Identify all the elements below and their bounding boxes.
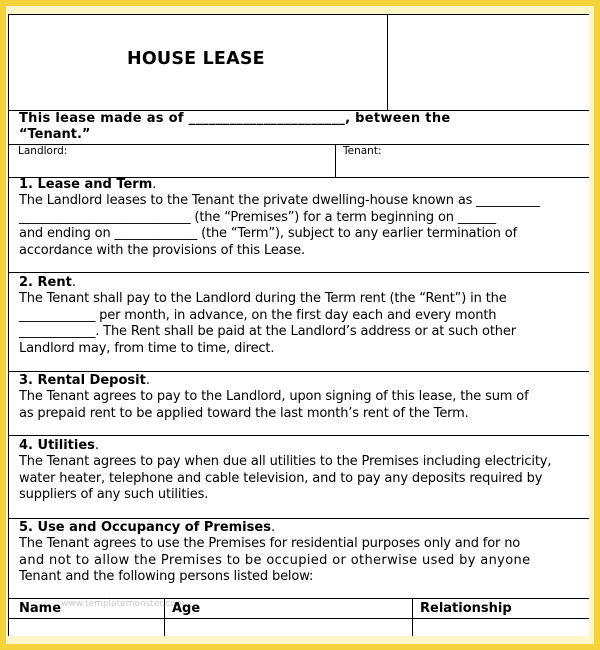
section-3-heading: 3. Rental Deposit. <box>19 373 150 388</box>
section-5-line-3: Tenant and the following persons listed below: <box>19 569 314 584</box>
section-1-line-3: and ending on _____________ (the “Term”), subject to any earlier termination of <box>19 226 518 241</box>
section-1-line-1: The Landlord leases to the Tenant the private dwelling-house known as __________ <box>19 193 540 208</box>
tenant-label: Tenant: <box>343 145 382 157</box>
section-5-line-1: The Tenant agrees to use the Premises for residential purposes only and for no <box>19 536 521 551</box>
section-2-line-1: The Tenant shall pay to the Landlord during the Term rent (the “Rent”) in the <box>19 291 507 306</box>
intro-text-line-2: “Tenant.” <box>19 127 91 142</box>
section-5-heading: 5. Use and Occupancy of Premises. <box>19 520 276 535</box>
occupant-table-row <box>9 619 589 636</box>
section-2-line-4: Landlord may, from time to time, direct. <box>19 341 275 356</box>
section-4-line-3: suppliers of any such utilities. <box>19 487 209 502</box>
intro-text-line-1: This lease made as of _______________________, between the <box>19 111 451 126</box>
header-row <box>9 15 589 111</box>
watermark-text: www.templatemonster.com <box>61 599 185 609</box>
occupant-table-divider-2 <box>412 599 413 636</box>
parties-row <box>9 145 589 178</box>
section-3-line-1: The Tenant agrees to pay to the Landlord, upon signing of this lease, the sum of <box>19 389 529 404</box>
document-title: HOUSE LEASE <box>127 49 265 69</box>
parties-divider <box>335 145 336 178</box>
section-2-line-2: ____________ per month, in advance, on the first day each and every month <box>19 308 497 323</box>
section-1-line-2: ___________________________ (the “Premises”) for a term beginning on ______ <box>19 210 496 225</box>
section-4-line-1: The Tenant agrees to pay when due all utilities to the Premises including electricity, <box>19 454 552 469</box>
column-header-relationship: Relationship <box>420 601 512 616</box>
section-2-line-3: ____________. The Rent shall be paid at the Landlord’s address or at such other <box>19 324 516 339</box>
lease-document <box>8 14 589 636</box>
section-1-heading: 1. Lease and Term. <box>19 177 157 192</box>
landlord-label: Landlord: <box>18 145 68 157</box>
section-4-line-2: water heater, telephone and cable television, and to pay any deposits required by <box>19 471 543 486</box>
column-header-name: Name <box>19 601 62 616</box>
column-header-age: Age <box>172 601 201 616</box>
header-divider <box>387 15 388 111</box>
section-3-line-2: as prepaid rent to be applied toward the last month’s rent of the Term. <box>19 406 469 421</box>
section-4-heading: 4. Utilities. <box>19 438 100 453</box>
section-2-heading: 2. Rent. <box>19 275 76 290</box>
section-1-line-4: accordance with the provisions of this Lease. <box>19 243 305 258</box>
section-5-line-2: and not to allow the Premises to be occupied or otherwise used by anyone <box>19 553 531 568</box>
